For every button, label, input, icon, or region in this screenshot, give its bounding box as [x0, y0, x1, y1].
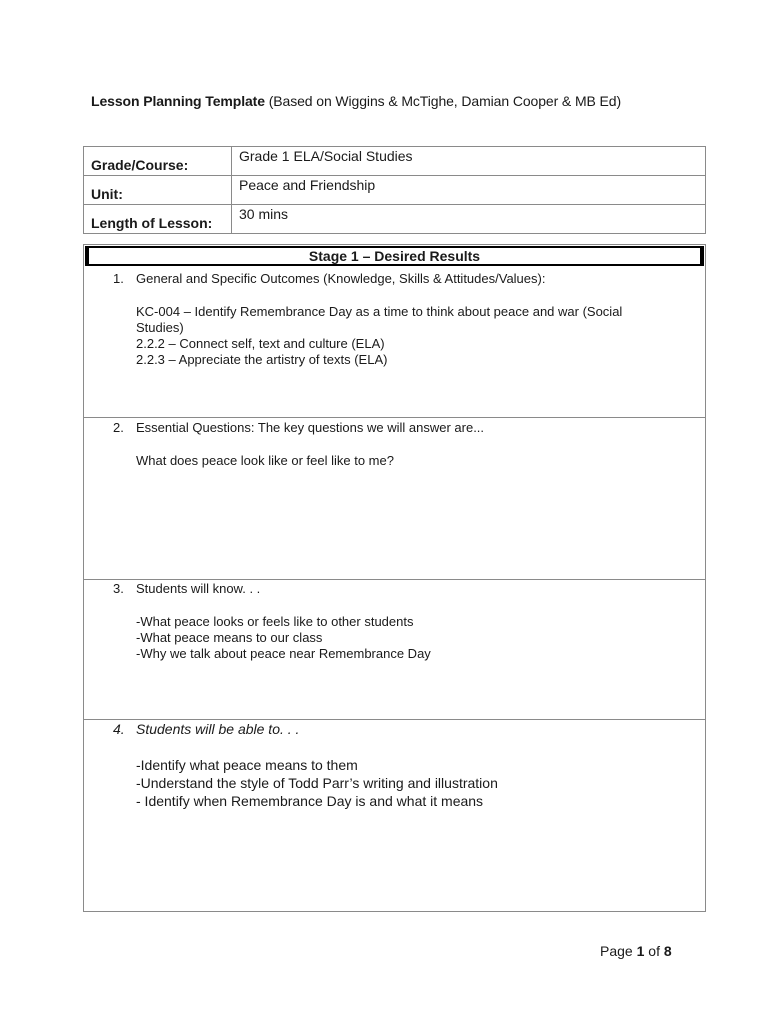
stage-heading: Stage 1 – Desired Results: [85, 246, 704, 266]
current-page: 1: [636, 943, 645, 959]
section-outcomes: [84, 269, 705, 417]
able-line: - Identify when Remembrance Day is and what it means: [136, 793, 484, 809]
able-line: -Identify what peace means to them: [136, 757, 358, 773]
unit-row: [84, 176, 706, 205]
outcome-line: 2.2.3 – Appreciate the artistry of texts (ELA): [136, 352, 388, 367]
know-line: -Why we talk about peace near Remembrance Day: [136, 646, 431, 661]
outcome-line: KC-004 – Identify Remembrance Day as a time to think about peace and war (Social: [136, 304, 623, 319]
question-line: What does peace look like or feel like to me?: [136, 453, 394, 468]
title-subtitle: (Based on Wiggins & McTighe, Damian Cooper & MB Ed): [264, 93, 622, 109]
unit-label: Unit:: [84, 176, 232, 205]
outcome-line: 2.2.2 – Connect self, text and culture (ELA): [136, 336, 385, 351]
section-number: 2.: [113, 420, 124, 435]
unit-value: Peace and Friendship: [232, 176, 706, 205]
grade-row: [84, 147, 706, 176]
page-number: [600, 943, 672, 959]
know-line: -What peace looks or feels like to other students: [136, 614, 414, 629]
section-heading: Students will know. . .: [136, 581, 261, 596]
section-students-will-know: [84, 579, 705, 720]
section-number: 1.: [113, 271, 124, 286]
document-title: [91, 93, 621, 109]
page-prefix: Page: [600, 943, 637, 959]
section-heading: Essential Questions: The key questions we will answer are...: [136, 420, 485, 435]
section-number: 4.: [113, 721, 125, 737]
stage-1-table: [83, 244, 706, 912]
section-heading: Students will be able to. . .: [136, 721, 300, 737]
section-students-able-to: [84, 719, 705, 911]
length-row: [84, 205, 706, 234]
know-line: -What peace means to our class: [136, 630, 323, 645]
section-number: 3.: [113, 581, 124, 596]
grade-value: Grade 1 ELA/Social Studies: [232, 147, 706, 176]
total-pages: 8: [663, 943, 672, 959]
length-label: Length of Lesson:: [84, 205, 232, 234]
section-essential-questions: [84, 417, 705, 580]
outcome-line: Studies): [136, 320, 184, 335]
grade-label: Grade/Course:: [84, 147, 232, 176]
page-of: of: [644, 943, 664, 959]
section-heading: General and Specific Outcomes (Knowledge, Skills & Attitudes/Values):: [136, 271, 546, 286]
lesson-info-table: [83, 146, 706, 234]
title-bold: Lesson Planning Template: [91, 93, 265, 109]
length-value: 30 mins: [232, 205, 706, 234]
able-line: -Understand the style of Todd Parr’s writing and illustration: [136, 775, 498, 791]
